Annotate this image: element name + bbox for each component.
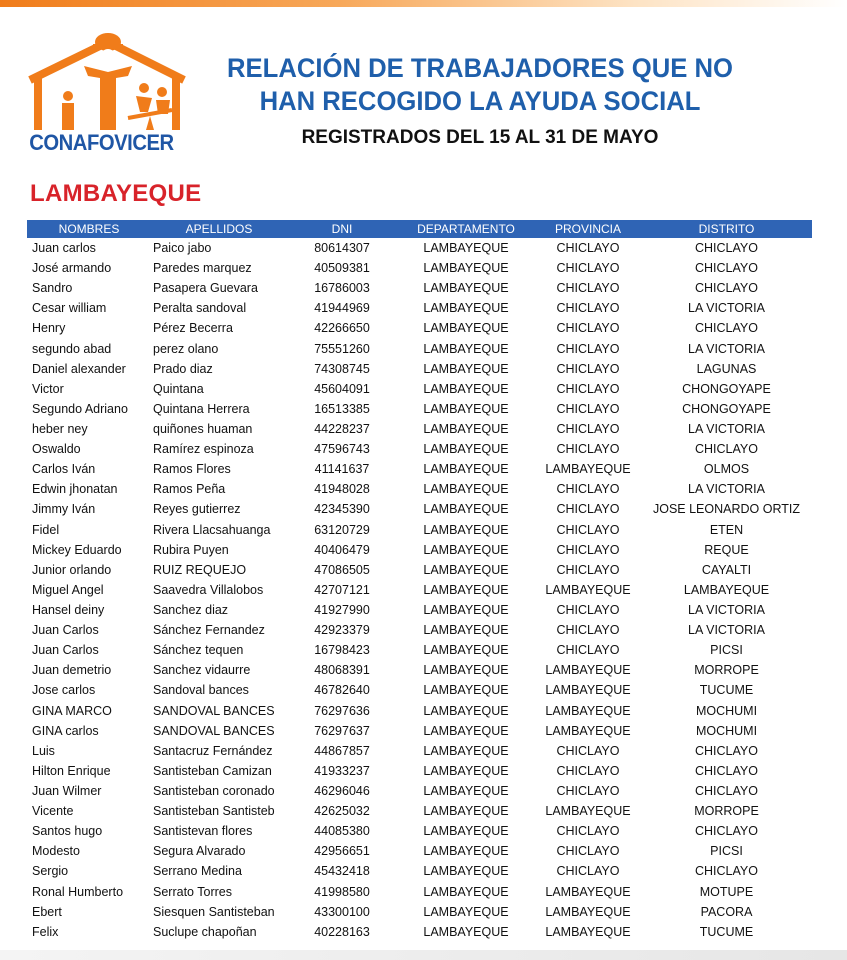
table-row [27,861,812,881]
cell-dni: 42707121 [314,582,370,597]
cell-dni: 45604091 [314,381,370,396]
cell-departamento: LAMBAYEQUE [423,643,509,658]
cell-apellidos: Quintana Herrera [153,401,250,416]
house-family-logo-icon [24,32,192,132]
cell-departamento: LAMBAYEQUE [423,482,509,497]
cell-provincia: CHICLAYO [556,442,620,457]
table-row [27,359,812,379]
cell-departamento: LAMBAYEQUE [423,442,509,457]
cell-distrito: PICSI [710,643,743,658]
cell-apellidos: Sandoval bances [153,683,249,698]
cell-provincia: CHICLAYO [556,844,620,859]
cell-departamento: LAMBAYEQUE [423,723,509,738]
table-row [27,761,812,781]
cell-provincia: CHICLAYO [556,784,620,798]
table-row [27,339,812,359]
cell-distrito: LAGUNAS [696,361,757,376]
cell-nombres: Juan Wilmer [32,784,102,798]
cell-apellidos: Suclupe chapoñan [153,924,257,939]
cell-apellidos: Pérez Becerra [153,321,233,336]
table-row [27,520,812,540]
cell-nombres: Junior orlando [32,562,112,577]
cell-dni: 76297636 [314,703,370,718]
table-row [27,419,812,439]
cell-departamento: LAMBAYEQUE [423,562,509,577]
column-header-provincia: PROVINCIA [535,220,641,238]
cell-provincia: CHICLAYO [556,562,620,577]
table-row [27,741,812,761]
cell-distrito: CHICLAYO [695,763,758,778]
table-row [27,560,812,580]
cell-departamento: LAMBAYEQUE [423,361,509,376]
cell-nombres: Juan demetrio [32,663,112,678]
table-row [27,620,812,640]
cell-dni: 47086505 [314,562,370,577]
page-subtitle: REGISTRADOS DEL 15 AL 31 DE MAYO [301,127,659,148]
cell-distrito: CHICLAYO [695,743,758,758]
title-line-1: RELACIÓN DE TRABAJADORES QUE NO [227,53,733,83]
cell-provincia: CHICLAYO [556,321,620,336]
cell-distrito: JOSE LEONARDO ORTIZ [652,502,800,517]
cell-provincia: CHICLAYO [556,301,620,316]
cell-departamento: LAMBAYEQUE [423,261,509,276]
cell-distrito: REQUE [704,542,749,557]
cell-dni: 44085380 [314,824,370,839]
cell-departamento: LAMBAYEQUE [423,763,509,778]
cell-distrito: CHICLAYO [695,281,758,296]
cell-provincia: CHICLAYO [556,361,620,376]
cell-departamento: LAMBAYEQUE [423,804,509,819]
column-header-distrito: DISTRITO [641,220,812,238]
cell-distrito: CHICLAYO [695,321,758,336]
cell-departamento: LAMBAYEQUE [423,502,509,517]
cell-distrito: ETEN [709,522,744,537]
cell-nombres: Fidel [32,522,60,537]
table-row [27,459,812,479]
cell-dni: 41933237 [314,763,370,778]
cell-dni: 41948028 [314,482,370,497]
cell-apellidos: Peralta sandoval [153,301,247,316]
cell-apellidos: Sánchez tequen [153,643,244,658]
cell-dni: 76297637 [314,723,370,738]
cell-nombres: Carlos Iván [32,462,96,477]
table-row [27,902,812,922]
cell-provincia: CHICLAYO [556,824,620,839]
cell-departamento: LAMBAYEQUE [423,341,509,356]
top-accent-bar [0,0,847,7]
cell-dni: 42266650 [314,321,370,336]
cell-departamento: LAMBAYEQUE [423,784,509,798]
cell-apellidos: quiñones huaman [153,422,253,437]
cell-provincia: LAMBAYEQUE [545,683,631,698]
cell-nombres: Juan Carlos [32,643,99,658]
table-row [27,841,812,861]
cell-dni: 46782640 [314,683,370,698]
cell-distrito: MOCHUMI [695,723,758,738]
cell-dni: 16798423 [314,643,370,658]
column-header-nombres: NOMBRES [27,220,151,238]
cell-departamento: LAMBAYEQUE [423,582,509,597]
table-header [27,220,812,238]
cell-apellidos: Rivera Llacsahuanga [153,522,271,537]
cell-apellidos: SANDOVAL BANCES [153,703,275,718]
cell-apellidos: Siesquen Santisteban [153,904,275,919]
cell-departamento: LAMBAYEQUE [423,281,509,296]
cell-distrito: TUCUME [699,683,754,698]
cell-provincia: CHICLAYO [556,542,620,557]
cell-distrito: CHONGOYAPE [682,401,771,416]
cell-dni: 42923379 [314,623,370,638]
cell-apellidos: perez olano [153,341,219,356]
cell-provincia: CHICLAYO [556,623,620,638]
cell-apellidos: Ramos Peña [153,482,226,497]
cell-nombres: José armando [32,261,112,276]
cell-distrito: MOCHUMI [695,703,758,718]
column-header-apellidos: APELLIDOS [151,220,287,238]
cell-apellidos: Segura Alvarado [153,844,246,859]
cell-nombres: Ronal Humberto [32,884,124,899]
cell-departamento: LAMBAYEQUE [423,743,509,758]
cell-nombres: Juan Carlos [32,623,99,638]
cell-nombres: GINA MARCO [32,703,112,718]
table-row [27,600,812,620]
cell-apellidos: Sanchez diaz [153,603,229,618]
cell-nombres: GINA carlos [32,723,99,738]
cell-nombres: Edwin jhonatan [32,482,118,497]
cell-provincia: CHICLAYO [556,603,620,618]
cell-nombres: Victor [32,381,64,396]
cell-distrito: CHONGOYAPE [682,381,771,396]
cell-apellidos: Reyes gutierrez [153,502,241,517]
cell-departamento: LAMBAYEQUE [423,462,509,477]
cell-departamento: LAMBAYEQUE [423,824,509,839]
cell-nombres: Daniel alexander [32,361,126,376]
cell-nombres: Segundo Adriano [32,401,128,416]
cell-provincia: LAMBAYEQUE [545,703,631,718]
cell-departamento: LAMBAYEQUE [423,381,509,396]
workers-table [27,220,812,942]
cell-distrito: CAYALTI [701,562,752,577]
cell-departamento: LAMBAYEQUE [423,542,509,557]
cell-nombres: Modesto [32,844,80,859]
table-row [27,721,812,741]
cell-distrito: PACORA [700,904,753,919]
cell-nombres: heber ney [32,422,88,437]
cell-provincia: CHICLAYO [556,241,620,256]
cell-provincia: LAMBAYEQUE [545,462,631,477]
cell-apellidos: Paico jabo [153,241,212,256]
cell-apellidos: SANDOVAL BANCES [153,723,275,738]
table-body [27,238,812,942]
cell-apellidos: Santisteban coronado [153,784,275,798]
cell-distrito: CHICLAYO [695,442,758,457]
cell-departamento: LAMBAYEQUE [423,623,509,638]
table-row [27,701,812,721]
cell-dni: 75551260 [314,341,370,356]
table-row [27,499,812,519]
cell-nombres: Miguel Angel [32,582,104,597]
cell-distrito: LA VICTORIA [688,603,765,618]
cell-nombres: Luis [32,743,55,758]
cell-distrito: TUCUME [699,924,754,939]
cell-provincia: LAMBAYEQUE [545,904,631,919]
cell-dni: 42625032 [314,804,370,819]
cell-apellidos: Prado diaz [153,361,213,376]
cell-apellidos: Quintana [153,381,204,396]
cell-distrito: CHICLAYO [695,864,758,879]
table-row [27,781,812,801]
cell-nombres: Ebert [32,904,62,919]
cell-nombres: Oswaldo [32,442,81,457]
cell-provincia: CHICLAYO [556,401,620,416]
cell-distrito: CHICLAYO [695,784,758,798]
cell-provincia: CHICLAYO [556,864,620,879]
cell-distrito: MOTUPE [699,884,754,899]
cell-provincia: CHICLAYO [556,643,620,658]
cell-dni: 41927990 [314,603,370,618]
cell-distrito: CHICLAYO [695,261,758,276]
cell-dni: 46296046 [314,784,370,798]
cell-provincia: CHICLAYO [556,381,620,396]
cell-apellidos: Santisteban Santisteb [153,804,275,819]
cell-distrito: MORROPE [694,663,759,678]
table-row [27,278,812,298]
cell-departamento: LAMBAYEQUE [423,321,509,336]
cell-distrito: LA VICTORIA [688,482,765,497]
cell-departamento: LAMBAYEQUE [423,663,509,678]
cell-dni: 43300100 [314,904,370,919]
cell-distrito: LA VICTORIA [688,422,765,437]
cell-provincia: CHICLAYO [556,261,620,276]
cell-nombres: Henry [32,321,66,336]
table-row [27,318,812,338]
cell-dni: 42956651 [314,844,370,859]
table-row [27,660,812,680]
cell-dni: 45432418 [314,864,370,879]
cell-distrito: LA VICTORIA [688,341,765,356]
cell-nombres: Mickey Eduardo [32,542,122,557]
cell-nombres: segundo abad [32,341,112,356]
region-heading: LAMBAYEQUE [30,180,202,207]
cell-dni: 41141637 [314,462,370,477]
cell-apellidos: Santacruz Fernández [153,743,273,758]
cell-nombres: Sergio [32,864,69,879]
cell-departamento: LAMBAYEQUE [423,241,509,256]
cell-provincia: LAMBAYEQUE [545,723,631,738]
cell-apellidos: Serrano Medina [153,864,242,879]
cell-provincia: CHICLAYO [556,763,620,778]
cell-nombres: Cesar william [32,301,107,316]
table-row [27,821,812,841]
cell-nombres: Santos hugo [32,824,103,839]
cell-dni: 16513385 [314,401,370,416]
cell-apellidos: RUIZ REQUEJO [153,562,247,577]
cell-dni: 40228163 [314,924,370,939]
cell-departamento: LAMBAYEQUE [423,703,509,718]
cell-nombres: Felix [32,924,59,939]
cell-provincia: CHICLAYO [556,743,620,758]
cell-provincia: LAMBAYEQUE [545,582,631,597]
cell-apellidos: Saavedra Villalobos [153,582,264,597]
cell-nombres: Vicente [32,804,74,819]
cell-provincia: LAMBAYEQUE [545,804,631,819]
cell-nombres: Juan carlos [32,241,96,256]
cell-provincia: CHICLAYO [556,502,620,517]
cell-distrito: LA VICTORIA [688,623,765,638]
cell-provincia: CHICLAYO [556,522,620,537]
table-row [27,379,812,399]
cell-dni: 47596743 [314,442,370,457]
column-header-dni: DNI [287,220,397,238]
table-row [27,640,812,660]
cell-departamento: LAMBAYEQUE [423,924,509,939]
table-row [27,922,812,942]
cell-departamento: LAMBAYEQUE [423,422,509,437]
table-header-row [27,220,812,238]
cell-distrito: CHICLAYO [695,241,758,256]
cell-departamento: LAMBAYEQUE [423,301,509,316]
cell-dni: 74308745 [314,361,370,376]
cell-apellidos: Rubira Puyen [153,542,229,557]
cell-dni: 42345390 [314,502,370,517]
cell-departamento: LAMBAYEQUE [423,603,509,618]
title-line-2: HAN RECOGIDO LA AYUDA SOCIAL [259,86,701,116]
cell-departamento: LAMBAYEQUE [423,522,509,537]
cell-apellidos: Sánchez Fernandez [153,623,265,638]
cell-provincia: CHICLAYO [556,482,620,497]
cell-dni: 41944969 [314,301,370,316]
table-row [27,479,812,499]
cell-dni: 63120729 [314,522,370,537]
table-row [27,258,812,278]
cell-distrito: OLMOS [703,462,750,477]
cell-distrito: PICSI [710,844,743,859]
cell-nombres: Jose carlos [32,683,96,698]
cell-distrito: LA VICTORIA [688,301,765,316]
cell-apellidos: Ramírez espinoza [153,442,254,457]
table-row [27,238,812,258]
cell-departamento: LAMBAYEQUE [423,683,509,698]
cell-apellidos: Serrato Torres [153,884,232,899]
cell-provincia: CHICLAYO [556,341,620,356]
conafovicer-logo [24,32,192,158]
table-row [27,439,812,459]
cell-nombres: Hansel deiny [32,603,105,618]
cell-provincia: CHICLAYO [556,281,620,296]
table-row [27,540,812,560]
cell-departamento: LAMBAYEQUE [423,864,509,879]
logo-wordmark: CONAFOVICER [29,130,174,155]
cell-departamento: LAMBAYEQUE [423,844,509,859]
table-row [27,298,812,318]
cell-provincia: LAMBAYEQUE [545,663,631,678]
cell-distrito: LAMBAYEQUE [683,582,770,597]
table-row [27,680,812,700]
cell-dni: 48068391 [314,663,370,678]
cell-apellidos: Sanchez vidaurre [153,663,251,678]
cell-distrito: MORROPE [694,804,759,819]
column-header-departamento: DEPARTAMENTO [397,220,535,238]
cell-dni: 40509381 [314,261,370,276]
cell-apellidos: Paredes marquez [153,261,252,276]
cell-distrito: CHICLAYO [695,824,758,839]
cell-dni: 41998580 [314,884,370,899]
bottom-bar [0,950,847,960]
table-row [27,801,812,821]
cell-departamento: LAMBAYEQUE [423,904,509,919]
cell-dni: 44228237 [314,422,370,437]
table-row [27,580,812,600]
cell-dni: 16786003 [314,281,370,296]
cell-departamento: LAMBAYEQUE [423,401,509,416]
table-row [27,882,812,902]
cell-apellidos: Pasapera Guevara [153,281,258,296]
table-row [27,399,812,419]
cell-dni: 40406479 [314,542,370,557]
cell-provincia: CHICLAYO [556,422,620,437]
cell-departamento: LAMBAYEQUE [423,884,509,899]
cell-nombres: Hilton Enrique [32,763,111,778]
cell-apellidos: Ramos Flores [153,462,231,477]
cell-dni: 80614307 [314,241,370,256]
cell-provincia: LAMBAYEQUE [545,924,631,939]
cell-dni: 44867857 [314,743,370,758]
cell-nombres: Sandro [32,281,73,296]
cell-apellidos: Santistevan flores [153,824,253,839]
cell-nombres: Jimmy Iván [32,502,96,517]
cell-apellidos: Santisteban Camizan [153,763,272,778]
cell-provincia: LAMBAYEQUE [545,884,631,899]
page-title [214,52,746,118]
